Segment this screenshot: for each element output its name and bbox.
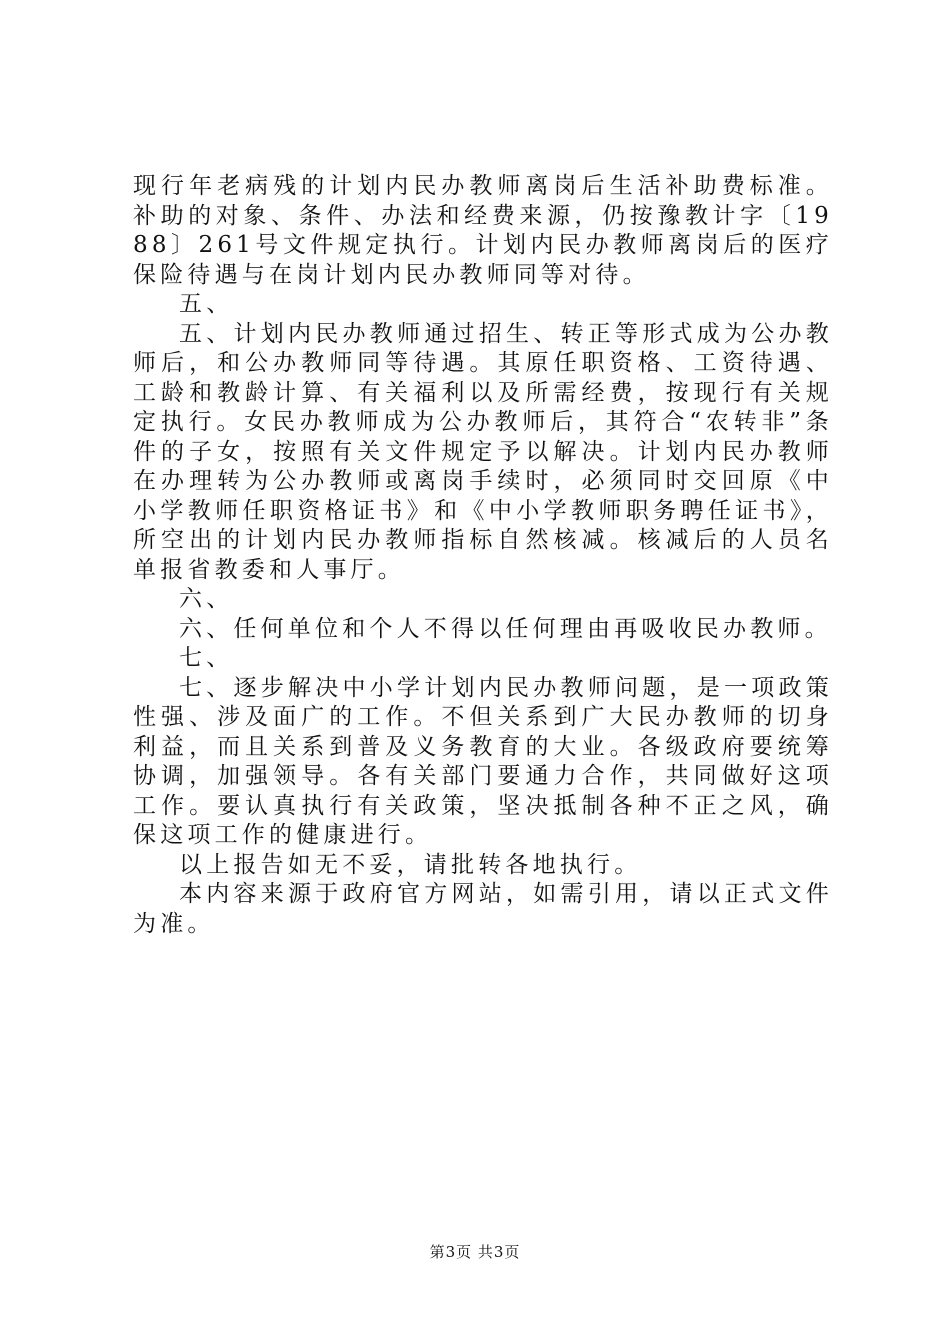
- section-marker-five: 五、: [179, 291, 234, 317]
- document-body: [133, 172, 833, 939]
- paragraph-continuation: 现行年老病残的计划内民办教师离岗后生活补助费标准。补助的对象、条件、办法和经费来源，仍按豫教计字〔1988〕261号文件规定执行。计划内民办教师离岗后的医疗保险待遇与在岗计划内民办教师同等对待。: [133, 173, 833, 288]
- paragraph-section-six: 六、任何单位和个人不得以任何理由再吸收民办教师。: [179, 615, 832, 642]
- paragraph-section-five: 五、计划内民办教师通过招生、转正等形式成为公办教师后，和公办教师同等待遇。其原任职资格、工资待遇、工龄和教龄计算、有关福利以及所需经费，按现行有关规定执行。女民办教师成为公办教师后，其符合“农转非”条件的子女，按照有关文件规定予以解决。计划内民办教师在办理转为公办教师或离岗手续时，必须同时交回原《中小学教师任职资格证书》和《中小学教师职务聘任证书》，所空出的计划内民办教师指标自然核减。核减后的人员名单报省教委和人事厅。: [133, 320, 833, 583]
- section-marker-seven: 七、: [179, 645, 234, 671]
- paragraph-closing-request: 以上报告如无不妥，请批转各地执行。: [179, 851, 642, 878]
- section-marker-six: 六、: [179, 586, 234, 612]
- paragraph-section-seven: 七、逐步解决中小学计划内民办教师问题，是一项政策性强、涉及面广的工作。不但关系到广大民办教师的切身利益，而且关系到普及义务教育的大业。各级政府要统筹协调，加强领导。各有关部门要通力合作，共同做好这项工作。要认真执行有关政策，坚决抵制各种不正之风，确保这项工作的健康进行。: [133, 674, 833, 848]
- page-number-footer: 第3页 共3页: [429, 1243, 521, 1261]
- paragraph-source-note: 本内容来源于政府官方网站，如需引用，请以正式文件为准。: [133, 881, 833, 937]
